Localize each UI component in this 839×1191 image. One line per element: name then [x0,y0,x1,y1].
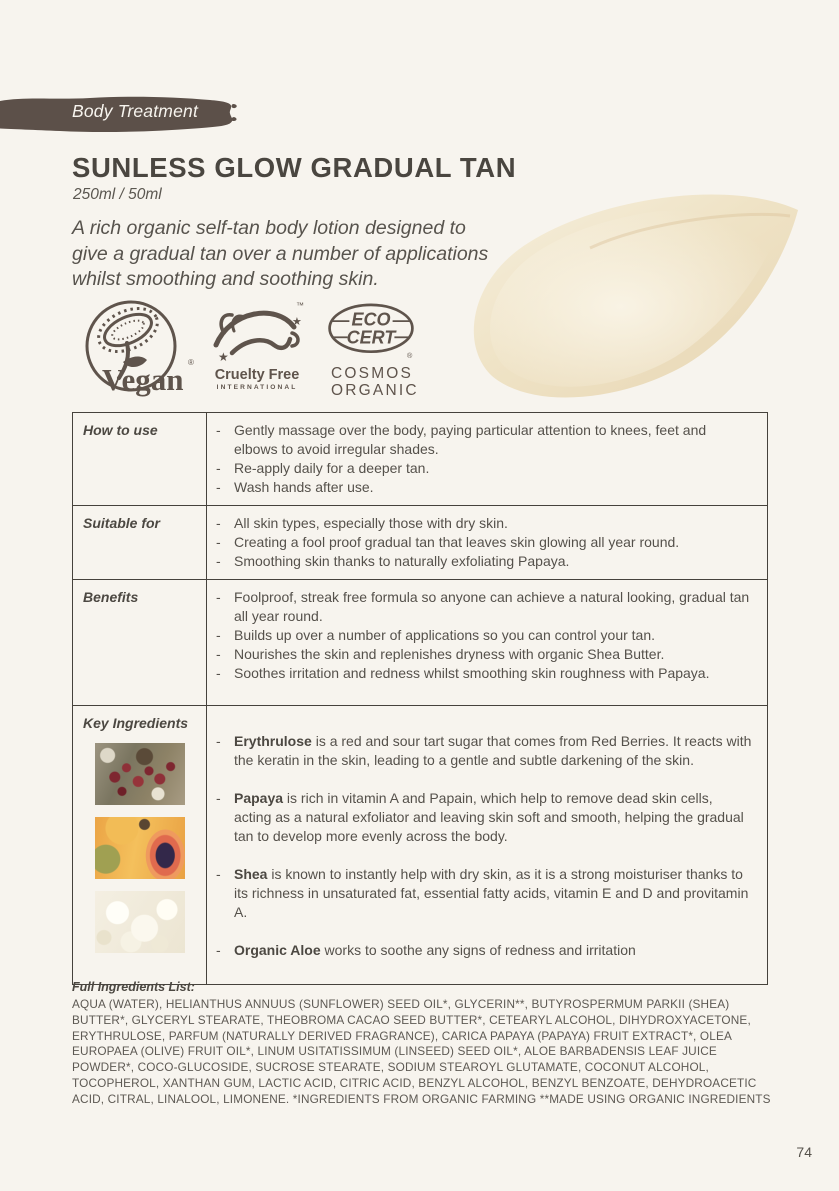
cruelty-free-sublabel: INTERNATIONAL [216,384,298,391]
ecocert-ellipse-icon [326,299,416,363]
category-badge-label: Body Treatment [72,101,199,121]
vegan-sunflower-icon [74,299,198,399]
table-row-suitable-for [73,505,767,579]
row-label: How to use [73,413,207,505]
ingredient-description: is rich in vitamin A and Papain, which help to remove dead skin cells, acting as a natural exfoliator and leaving skin soft and smooth, helping the gradual tan to develop more evenly across the body. [234,790,744,844]
trademark-symbol: ™ [296,301,304,310]
ecocert-registered-mark: ® [407,351,413,360]
row-label: Key Ingredients [83,715,189,731]
bullet-item: - Soothes irritation and redness whilst smoothing skin roughness with Papaya. [207,664,753,683]
row-label: Suitable for [73,506,207,579]
ecocert-cosmos-label: COSMOS [331,365,414,382]
table-row-benefits [73,579,767,705]
full-ingredients-heading: Full Ingredients List: [72,980,195,994]
vegan-registered-mark: ® [188,358,194,367]
bullet-item [207,789,753,846]
full-ingredients-text: AQUA (WATER), HELIANTHUS ANNUUS (SUNFLOWER) SEED OIL*, GLYCERIN**, BUTYROSPERMUM PARKII (SHEA) BUTTER*, GLYCERYL STEARATE, THEOBROMA CACAO SEED BUTTER*, CETEARYL ALCOHOL, DIHYDROXYACETONE, ERYTHRULOSE, PARFUM (NATURALLY DERIVED FRAGRANCE), CARICA PAPAYA (PAPAYA) FRUIT EXTRACT*, OLEA EUROPAEA (OLIVE) FRUIT OIL*, LINUM USITATISSIMUM (LINSEED) SEED OIL*, ALOE BARBADENSIS LEAF JUICE POWDER*, COCO-GLUCOSIDE, SUCROSE STEARATE, SODIUM STEAROYL GLUTAMATE, COCONUT ALCOHOL, TOCOPHEROL, XANTHAN GUM, LACTIC ACID, CITRIC ACID, BENZYL ALCOHOL, BENZYL BENZOATE, DEHYDROACETIC ACID, CITRAL, LINALOOL, LIMONENE. *INGREDIENTS FROM ORGANIC FARMING **MADE USING ORGANIC INGREDIENTS [72,997,771,1106]
papaya-image [95,817,185,879]
ecocert-line2: CERT [346,327,396,348]
certification-logos [74,299,419,399]
ingredient-description: is known to instantly help with dry skin, as it is a strong moisturiser thanks to its richness in unsaturated fat, essential fatty acids, vitamin E and D and provitamin A. [234,866,749,920]
bullet-item: - Nourishes the skin and replenishes dryness with organic Shea Butter. [207,645,753,664]
bullet-list [207,588,753,683]
red-berries-image [95,743,185,805]
ingredient-name: Erythrulose [234,733,312,749]
ingredient-name: Shea [234,866,268,882]
bullet-item: - Re-apply daily for a deeper tan. [207,459,753,478]
bullet-item: - Wash hands after use. [207,478,753,497]
leaping-bunny-icon [208,299,306,365]
category-badge [0,93,240,135]
product-description: A rich organic self-tan body lotion designed to give a gradual tan over a number of applications whilst smoothing and soothing skin. [72,217,489,290]
product-info-table [72,412,768,985]
bullet-item: - Builds up over a number of applications so you can control your tan. [207,626,753,645]
bullet-list [207,732,753,960]
bunny-star-right: ★ [292,316,302,328]
product-sizes: 250ml / 50ml [73,186,162,203]
full-ingredients-section [72,980,776,1108]
shea-butter-image [95,891,185,953]
row-label: Benefits [73,580,207,705]
ecocert-logo [326,299,419,399]
ecocert-organic-label: ORGANIC [331,381,419,399]
bunny-star-left: ★ [218,350,229,364]
product-swatch-image [450,182,806,408]
bullet-item: - Creating a fool proof gradual tan that leaves skin glowing all year round. [207,533,753,552]
cruelty-free-label: Cruelty Free [214,367,300,383]
ecocert-line1: ECO [351,309,391,330]
cruelty-free-logo [208,299,306,391]
bullet-item: - Smoothing skin thanks to naturally exfoliating Papaya. [207,552,753,571]
bullet-item: - Gently massage over the body, paying particular attention to knees, feet and elbows to avoid irregular shades. [207,421,753,459]
bullet-list [207,514,753,571]
bullet-item [207,941,753,960]
bullet-item [207,732,753,770]
ingredient-description: works to soothe any signs of redness and irritation [320,942,636,958]
vegan-wordmark: Vegan [102,362,184,397]
ingredient-name: Papaya [234,790,284,806]
bullet-item [207,865,753,922]
table-row-key-ingredients [73,705,767,984]
table-row-how-to-use [73,413,767,505]
bullet-item: - Foolproof, streak free formula so anyone can achieve a natural looking, gradual tan all year round. [207,588,753,626]
bullet-item: - All skin types, especially those with dry skin. [207,514,753,533]
bullet-list [207,421,753,497]
product-title: SUNLESS GLOW GRADUAL TAN [72,152,517,183]
page-number: 74 [796,1144,812,1160]
ingredient-description: is a red and sour tart sugar that comes from Red Berries. It reacts with the keratin in the skin, leading to a gentle and subtle darkening of the skin. [234,733,752,768]
ingredient-name: Organic Aloe [234,942,321,958]
vegan-logo [74,299,198,399]
